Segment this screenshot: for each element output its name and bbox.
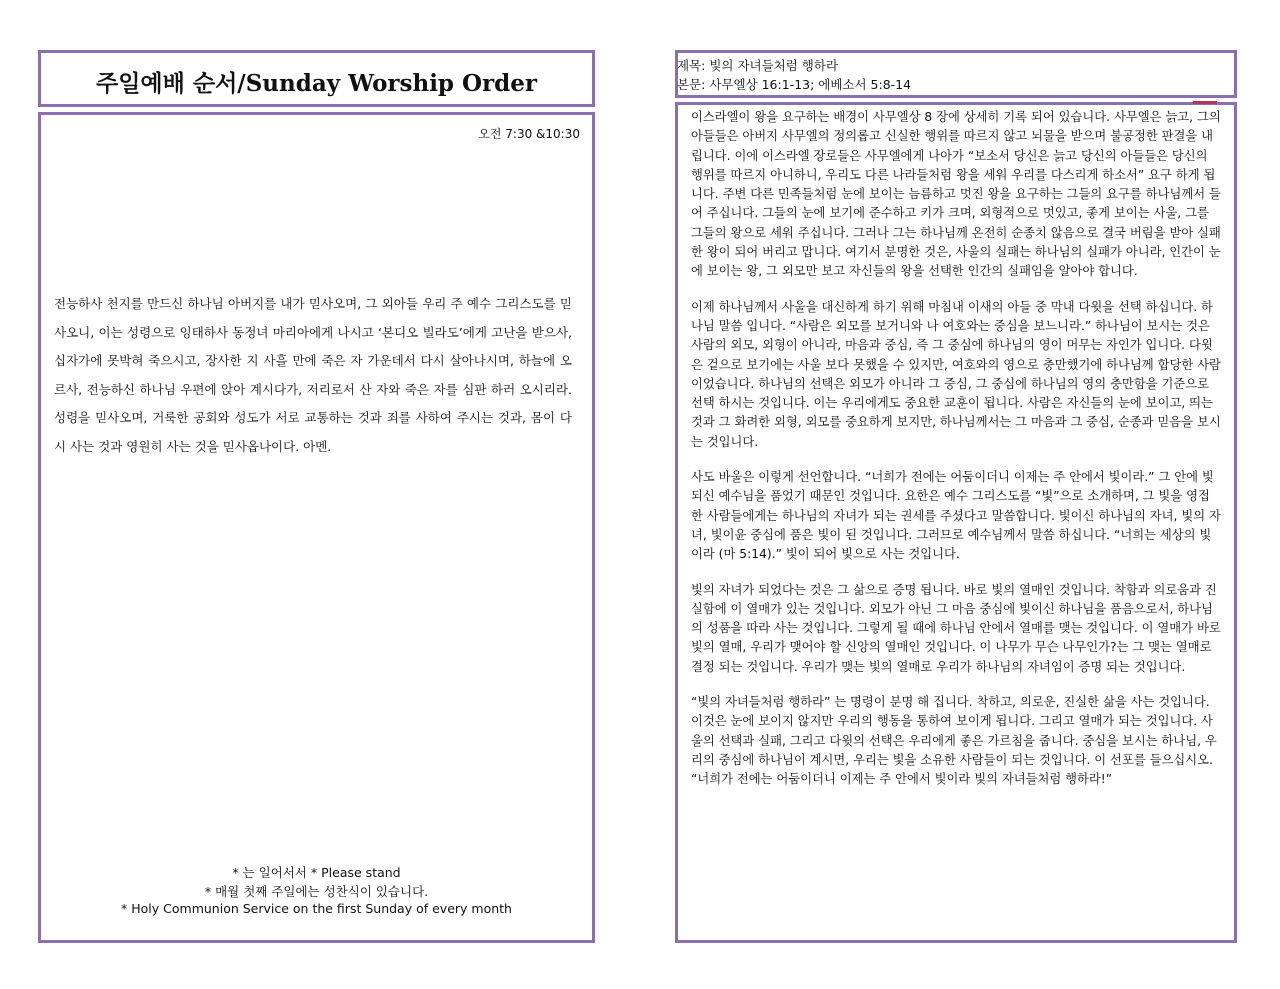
sermon-paragraph: 이제 하나님께서 사울을 대신하게 하기 위해 마침내 이새의 아들 중 막내 다윗을 선택 하십니다. 하나님 말씀 입니다. “사람은 외모를 보거니와 나 여호와는 중심을 보느니라.” 하나님이 보시는 것은 사람의 외모, 외형이 아니라, 마음과 중심, 즉 그 중심에 하나님의 영이 머무는 자인가 입니다. 다윗은 겉으로 보기에는 사울 보다 못했을 수 있지만, 여호와의 영으로 충만했기에 하나님께 합당한 사람이었습니다. 하나님의 선택은 외모가 아니라 그 중심, 그 중심에 하나님의 영의 충만함을 기준으로 선택 하시는 것입니다. 이는 우리에게도 중요한 교훈이 됩니다. 사람은 자신들의 눈에 보이고, 띄는 것과 그 화려한 외형, 외모를 중요하게 보지만, 하나님께서는 그 마음과 그 중심, 순종과 믿음을 보시는 것입니다. xyxy=(691,299,1221,449)
footnote-communion-ko: * 매월 첫째 주일에는 성찬식이 있습니다. xyxy=(204,884,429,899)
apostles-creed: 전능하사 천지를 만드신 하나님 아버지를 내가 믿사오며, 그 외아들 우리 주 예수 그리스도를 믿사오니, 이는 성령으로 잉태하사 동정녀 마리아에게 나시고 ‘본디오 빌라도’에게 고난을 받으사, 십자가에 못박혀 죽으시고, 장사한 지 사흘 만에 죽은 자 가운데서 다시 살아나시며, 하늘에 오르사, 전능하신 하나님 우편에 앉아 계시다가, 저리로서 산 자와 죽은 자를 심판 하러 오시리라. 성령을 믿사오며, 거룩한 공회와 성도가 서로 교통하는 것과 죄를 사하여 주시는 것과, 몸이 다시 사는 것과 영원히 사는 것을 믿사옵나이다. 아멘. xyxy=(54,296,572,454)
footnote-stand: * 는 일어서서 * Please stand xyxy=(232,865,401,880)
service-time: 오전 7:30 &10:30 xyxy=(478,127,580,141)
page-title: 주일예배 순서/Sunday Worship Order xyxy=(95,70,538,97)
worship-order-box xyxy=(38,112,595,943)
sermon-title: 제목: 빛의 자녀들처럼 행하라 xyxy=(677,58,839,73)
sermon-scripture: 본문: 사무엘상 16:1-13; 에베소서 5:8-14 xyxy=(677,77,912,92)
sermon-paragraph: 빛의 자녀가 되었다는 것은 그 삶으로 증명 됩니다. 바로 빛의 열매인 것입니다. 착함과 의로움과 진실함에 이 열매가 있는 것입니다. 외모가 아닌 그 마음 중심에 빛이신 하나님을 품음으로서, 하나님의 성품을 따라 사는 것입니다. 그렇게 될 때에 하나님 안에서 열매를 맺는 것입니다. 이 열매가 바로 빛의 열매, 우리가 맺어야 할 신앙의 열매인 것입니다. 이 나무가 무슨 나무인가?는 그 맺는 열매로 결정 되는 것입니다. 우리가 맺는 빛의 열매로 우리가 하나님의 자녀임이 증명 되는 것입니다. xyxy=(691,582,1221,674)
sermon-paragraph: “빛의 자녀들처럼 행하라” 는 명령이 분명 해 집니다. 착하고, 의로운, 진실한 삶을 사는 것입니다. 이것은 눈에 보이지 않지만 우리의 행동을 통하여 보이게 됩니다. 그리고 열매가 되는 것입니다. 사울의 선택과 실패, 그리고 다윗의 선택은 우리에게 좋은 가르침을 줍니다. 중심을 보시는 하나님, 우리의 중심에 하나님이 계시면, 우리는 빛을 소유한 사람들이 되는 것입니다. 이 선포를 들으십시오. “너희가 전에는 어둠이더니 이제는 주 안에서 빛이라 빛의 자녀들처럼 행하라!” xyxy=(691,695,1217,787)
accent-mark xyxy=(1193,101,1217,104)
sermon-paragraph: 이스라엘이 왕을 요구하는 배경이 사무엘상 8 장에 상세히 기록 되어 있습니다. 사무엘은 늙고, 그의 아들들은 아버지 사무엘의 정의롭고 신실한 행위를 따르지 않고 뇌물을 받으며 불공정한 판결을 내립니다. 이에 이스라엘 장로들은 사무엘에게 나아가 “보소서 당신은 늙고 당신의 아들들은 당신의 행위를 따르지 아니하니, 우리도 다른 나라들처럼 왕을 세워 우리를 다스리게 하소서” 요구 하게 됩니다. 주변 다른 민족들처럼 눈에 보이는 늠름하고 멋진 왕을 요구하는 그들의 요구를 하나님께서 들어 주십니다. 그들의 눈에 보기에 준수하고 키가 크며, 외형적으로 멋있고, 좋게 보이는 사울, 그를 그들의 왕으로 세워 주십니다. 그러나 그는 하나님께 온전히 순종치 않음으로 결국 버림을 받아 실패한 왕이 되어 버리고 맙니다. 여기서 분명한 것은, 사울의 실패는 하나님의 실패가 아니라, 인간이 눈에 보이는 왕, 그 외모만 보고 자신들의 왕을 선택한 인간의 실패임을 알아야 합니다. xyxy=(691,110,1221,279)
sermon-paragraph: 사도 바울은 이렇게 선언합니다. “너희가 전에는 어둠이더니 이제는 주 안에서 빛이라.” 그 안에 빛되신 예수님을 품었기 때문인 것입니다. 요한은 예수 그리스도를 “빛”으로 소개하며, 그 빛을 영접한 사람들에게는 하나님의 자녀가 되는 권세를 주셨다고 말씀합니다. 빛이신 하나님의 자녀, 빛의 자녀, 빛이윤 중심에 품은 빛이 된 것입니다. 그러므로 예수님께서 말씀 하십니다. “너희는 세상의 빛이라 (마 5:14).” 빛이 되어 빛으로 사는 것입니다. xyxy=(691,470,1221,562)
sermon-body xyxy=(691,108,1221,806)
title-box xyxy=(38,50,595,107)
footnote-communion-en: * Holy Communion Service on the first Sunday of every month xyxy=(121,901,512,916)
